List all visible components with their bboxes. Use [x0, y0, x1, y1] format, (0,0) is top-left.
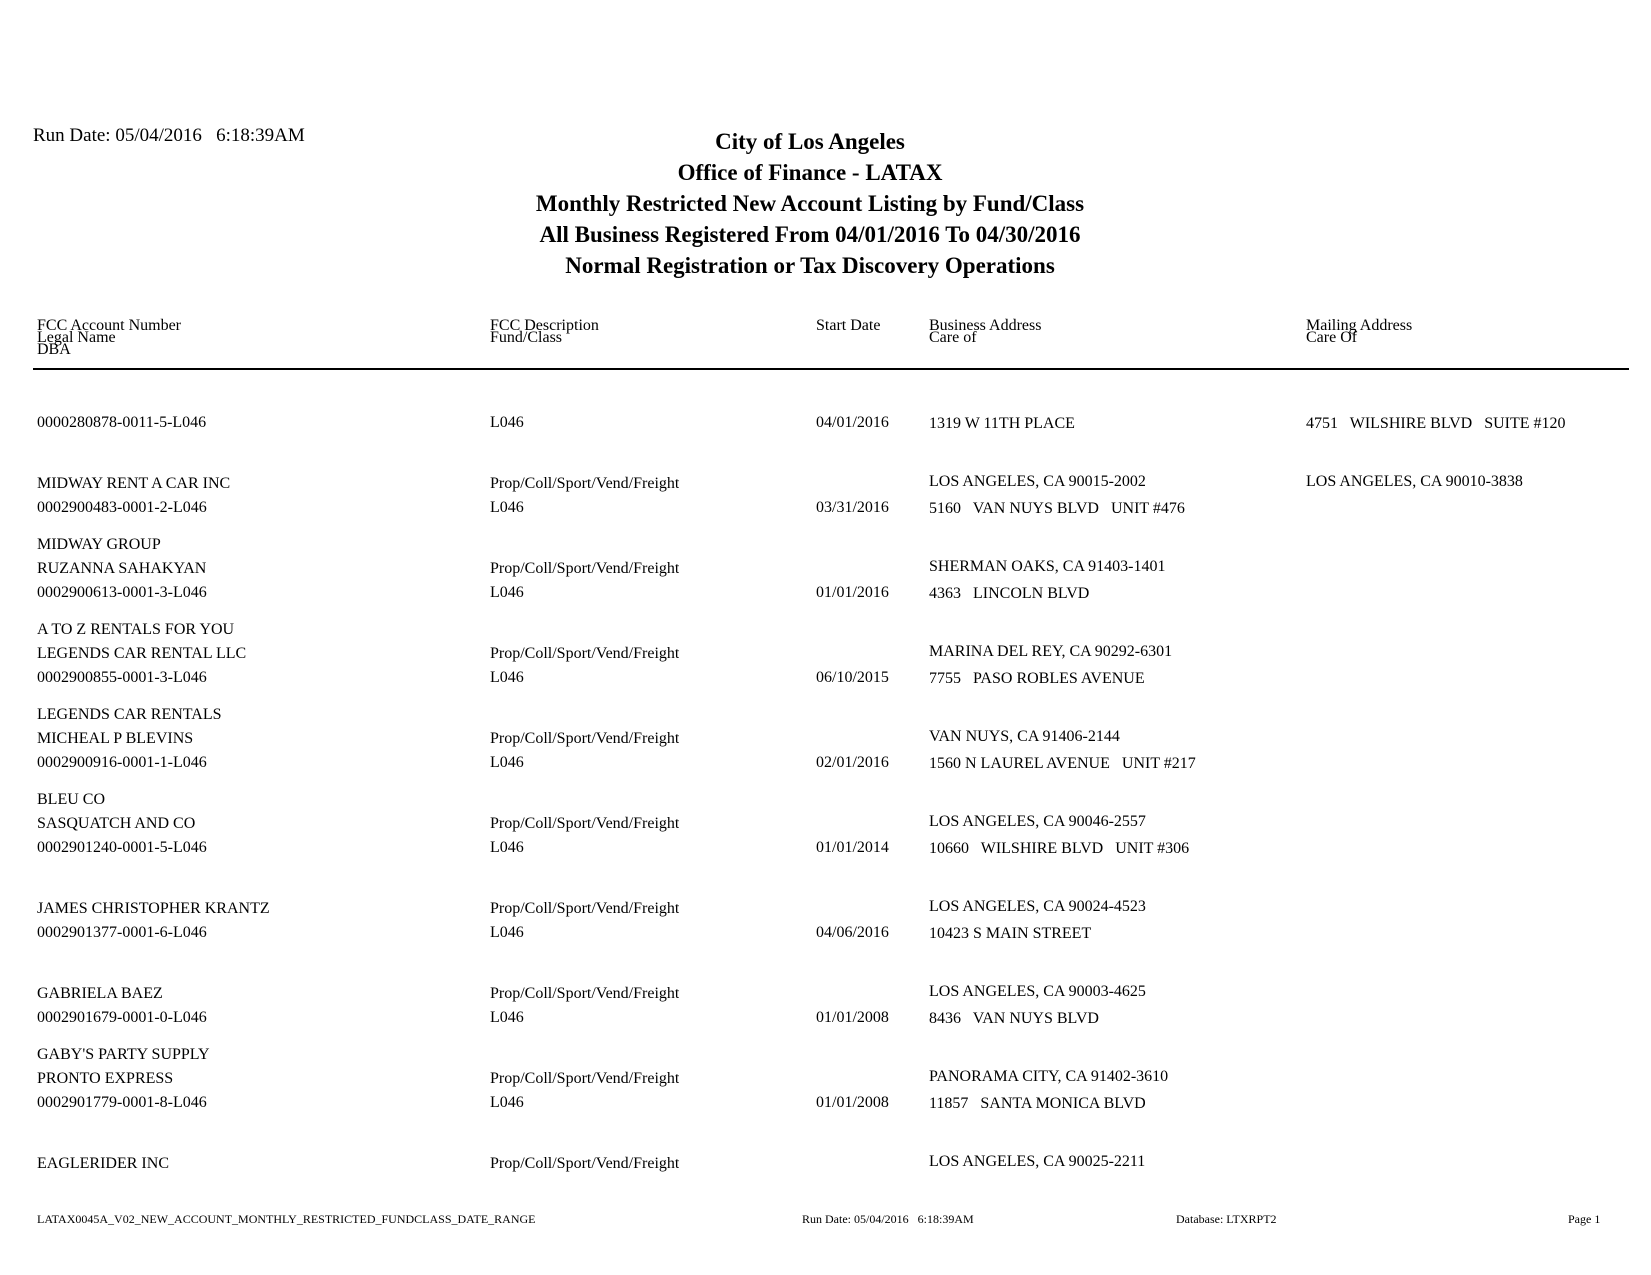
fcc-code: L046 — [490, 584, 524, 601]
business-address-line-1: 10660 WILSHIRE BLVD UNIT #306 — [929, 840, 1190, 857]
legal-name: EAGLERIDER INC — [37, 1155, 169, 1172]
column-header-business-address-label: Business Address — [929, 317, 1042, 334]
start-date: 04/01/2016 — [816, 414, 889, 431]
start-date: 01/01/2008 — [816, 1009, 889, 1026]
business-address-line-2: LOS ANGELES, CA 90003-4625 — [929, 983, 1146, 999]
start-date-cell — [816, 629, 889, 726]
business-address-line-1: 1560 N LAUREL AVENUE UNIT #217 — [929, 755, 1196, 772]
business-address-line-2: SHERMAN OAKS, CA 91403-1401 — [929, 558, 1166, 574]
column-header-start-date-label: Start Date — [816, 317, 881, 334]
footer-run-date: Run Date: 05/04/2016 6:18:39AM — [802, 1212, 974, 1226]
legal-name: RUZANNA SAHAKYAN — [37, 560, 207, 577]
fund-class: Prop/Coll/Sport/Vend/Freight — [490, 645, 680, 662]
business-address-line-2: LOS ANGELES, CA 90024-4523 — [929, 898, 1146, 914]
start-date-cell — [816, 714, 889, 811]
column-header-mailing-care-of: Care Of — [1306, 329, 1358, 346]
fcc-code: L046 — [490, 924, 524, 941]
legal-name: MICHEAL P BLEVINS — [37, 730, 194, 747]
report-title-line-2: Office of Finance - LATAX — [677, 160, 943, 185]
fund-class: Prop/Coll/Sport/Vend/Freight — [490, 730, 680, 747]
dba: MIDWAY GROUP — [37, 536, 161, 553]
report-title-block — [420, 126, 1200, 281]
account-number: 0000280878-0011-5-L046 — [37, 414, 207, 431]
fcc-code: L046 — [490, 499, 524, 516]
start-date: 01/01/2014 — [816, 839, 889, 856]
report-title-line-1: City of Los Angeles — [715, 129, 905, 154]
account-cell — [37, 1054, 207, 1273]
business-address-cell — [929, 1057, 1146, 1209]
start-date-cell — [816, 799, 889, 896]
business-address-line-2: LOS ANGELES, CA 90046-2557 — [929, 813, 1146, 829]
fcc-code: L046 — [490, 754, 524, 771]
start-date-cell — [816, 544, 889, 641]
column-header-business-address — [929, 317, 1042, 346]
column-header-legal-name: Legal Name — [37, 329, 116, 346]
business-address-line-1: 4363 LINCOLN BLVD — [929, 585, 1090, 602]
business-address-line-1: 11857 SANTA MONICA BLVD — [929, 1095, 1146, 1112]
fcc-code: L046 — [490, 1009, 524, 1026]
start-date: 06/10/2015 — [816, 669, 889, 686]
fund-class: Prop/Coll/Sport/Vend/Freight — [490, 1070, 680, 1087]
start-date-cell — [816, 459, 889, 556]
fund-class: Prop/Coll/Sport/Vend/Freight — [490, 900, 680, 917]
start-date: 04/06/2016 — [816, 924, 889, 941]
column-header-fcc-description: FCC Description — [490, 317, 599, 334]
column-header-account-number: FCC Account Number — [37, 317, 181, 334]
mailing-address-line-2: LOS ANGELES, CA 90010-3838 — [1306, 473, 1523, 489]
column-header-mailing-address-label: Mailing Address — [1306, 317, 1413, 334]
fcc-code: L046 — [490, 669, 524, 686]
business-address-line-1: 8436 VAN NUYS BLVD — [929, 1010, 1099, 1027]
legal-name: PRONTO EXPRESS — [37, 1070, 174, 1087]
business-address-line-1: 5160 VAN NUYS BLVD UNIT #476 — [929, 500, 1185, 517]
business-address-line-1: 1319 W 11TH PLACE — [929, 415, 1075, 432]
fund-class: Prop/Coll/Sport/Vend/Freight — [490, 985, 680, 1002]
account-number: 0002901377-0001-6-L046 — [37, 924, 207, 941]
column-header-account — [37, 317, 181, 358]
fund-class: Prop/Coll/Sport/Vend/Freight — [490, 815, 680, 832]
fund-class: Prop/Coll/Sport/Vend/Freight — [490, 475, 680, 492]
start-date-cell — [816, 374, 889, 471]
business-address-line-2: LOS ANGELES, CA 90025-2211 — [929, 1153, 1146, 1170]
business-address-line-2: VAN NUYS, CA 91406-2144 — [929, 728, 1120, 745]
fcc-code: L046 — [490, 414, 524, 431]
fund-class: Prop/Coll/Sport/Vend/Freight — [490, 1155, 680, 1172]
report-title-line-4: All Business Registered From 04/01/2016 To 04/30/2016 — [539, 222, 1081, 247]
legal-name: JAMES CHRISTOPHER KRANTZ — [37, 900, 270, 917]
list-item — [0, 799, 1651, 917]
column-header-description — [490, 317, 599, 346]
account-number: 0002900855-0001-3-L046 — [37, 669, 207, 686]
start-date: 03/31/2016 — [816, 499, 889, 516]
column-header-fund-class: Fund/Class — [490, 329, 563, 346]
legal-name: SASQUATCH AND CO — [37, 815, 196, 832]
start-date: 01/01/2008 — [816, 1094, 889, 1111]
business-address-line-1: 7755 PASO ROBLES AVENUE — [929, 670, 1145, 687]
business-address-line-2: LOS ANGELES, CA 90015-2002 — [929, 473, 1146, 489]
footer-page-number: Page 1 — [1568, 1212, 1601, 1226]
column-header-business-care-of: Care of — [929, 329, 977, 346]
dba: BLEU CO — [37, 791, 105, 808]
start-date-cell — [816, 969, 889, 1066]
dba: GABY'S PARTY SUPPLY — [37, 1046, 210, 1063]
start-date: 02/01/2016 — [816, 754, 889, 771]
account-number: 0002901240-0001-5-L046 — [37, 839, 207, 856]
dba: A TO Z RENTALS FOR YOU — [37, 621, 235, 638]
business-address-line-2: MARINA DEL REY, CA 90292-6301 — [929, 643, 1173, 660]
start-date-cell — [816, 1054, 889, 1151]
start-date-cell — [816, 884, 889, 981]
footer-database: Database: LTXRPT2 — [1176, 1212, 1277, 1226]
legal-name: LEGENDS CAR RENTAL LLC — [37, 645, 247, 662]
account-number: 0002900483-0001-2-L046 — [37, 499, 207, 516]
account-number: 0002900916-0001-1-L046 — [37, 754, 207, 771]
list-item — [0, 1054, 1651, 1172]
legal-name: GABRIELA BAEZ — [37, 985, 163, 1002]
start-date: 01/01/2016 — [816, 584, 889, 601]
footer-report-id: LATAX0045A_V02_NEW_ACCOUNT_MONTHLY_RESTRICTED_FUNDCLASS_DATE_RANGE — [37, 1212, 536, 1226]
fund-class: Prop/Coll/Sport/Vend/Freight — [490, 560, 680, 577]
business-address-line-2: PANORAMA CITY, CA 91402-3610 — [929, 1068, 1169, 1085]
header-divider — [33, 368, 1629, 370]
column-header-mailing-address — [1306, 317, 1413, 346]
column-header-dba: DBA — [37, 341, 71, 358]
business-address-line-1: 10423 S MAIN STREET — [929, 925, 1092, 942]
column-header-start-date — [816, 317, 881, 334]
account-number: 0002900613-0001-3-L046 — [37, 584, 207, 601]
run-date: Run Date: 05/04/2016 6:18:39AM — [33, 125, 305, 146]
account-number: 0002901779-0001-8-L046 — [37, 1094, 207, 1111]
mailing-address-line-1: 4751 WILSHIRE BLVD SUITE #120 — [1306, 415, 1566, 432]
fcc-code: L046 — [490, 1094, 524, 1111]
dba: LEGENDS CAR RENTALS — [37, 706, 222, 723]
report-title-line-5: Normal Registration or Tax Discovery Operations — [565, 253, 1055, 278]
fcc-code: L046 — [490, 839, 524, 856]
legal-name: MIDWAY RENT A CAR INC — [37, 475, 231, 492]
description-cell — [490, 1054, 679, 1212]
account-number: 0002901679-0001-0-L046 — [37, 1009, 207, 1026]
report-title-line-3: Monthly Restricted New Account Listing by Fund/Class — [535, 191, 1085, 216]
